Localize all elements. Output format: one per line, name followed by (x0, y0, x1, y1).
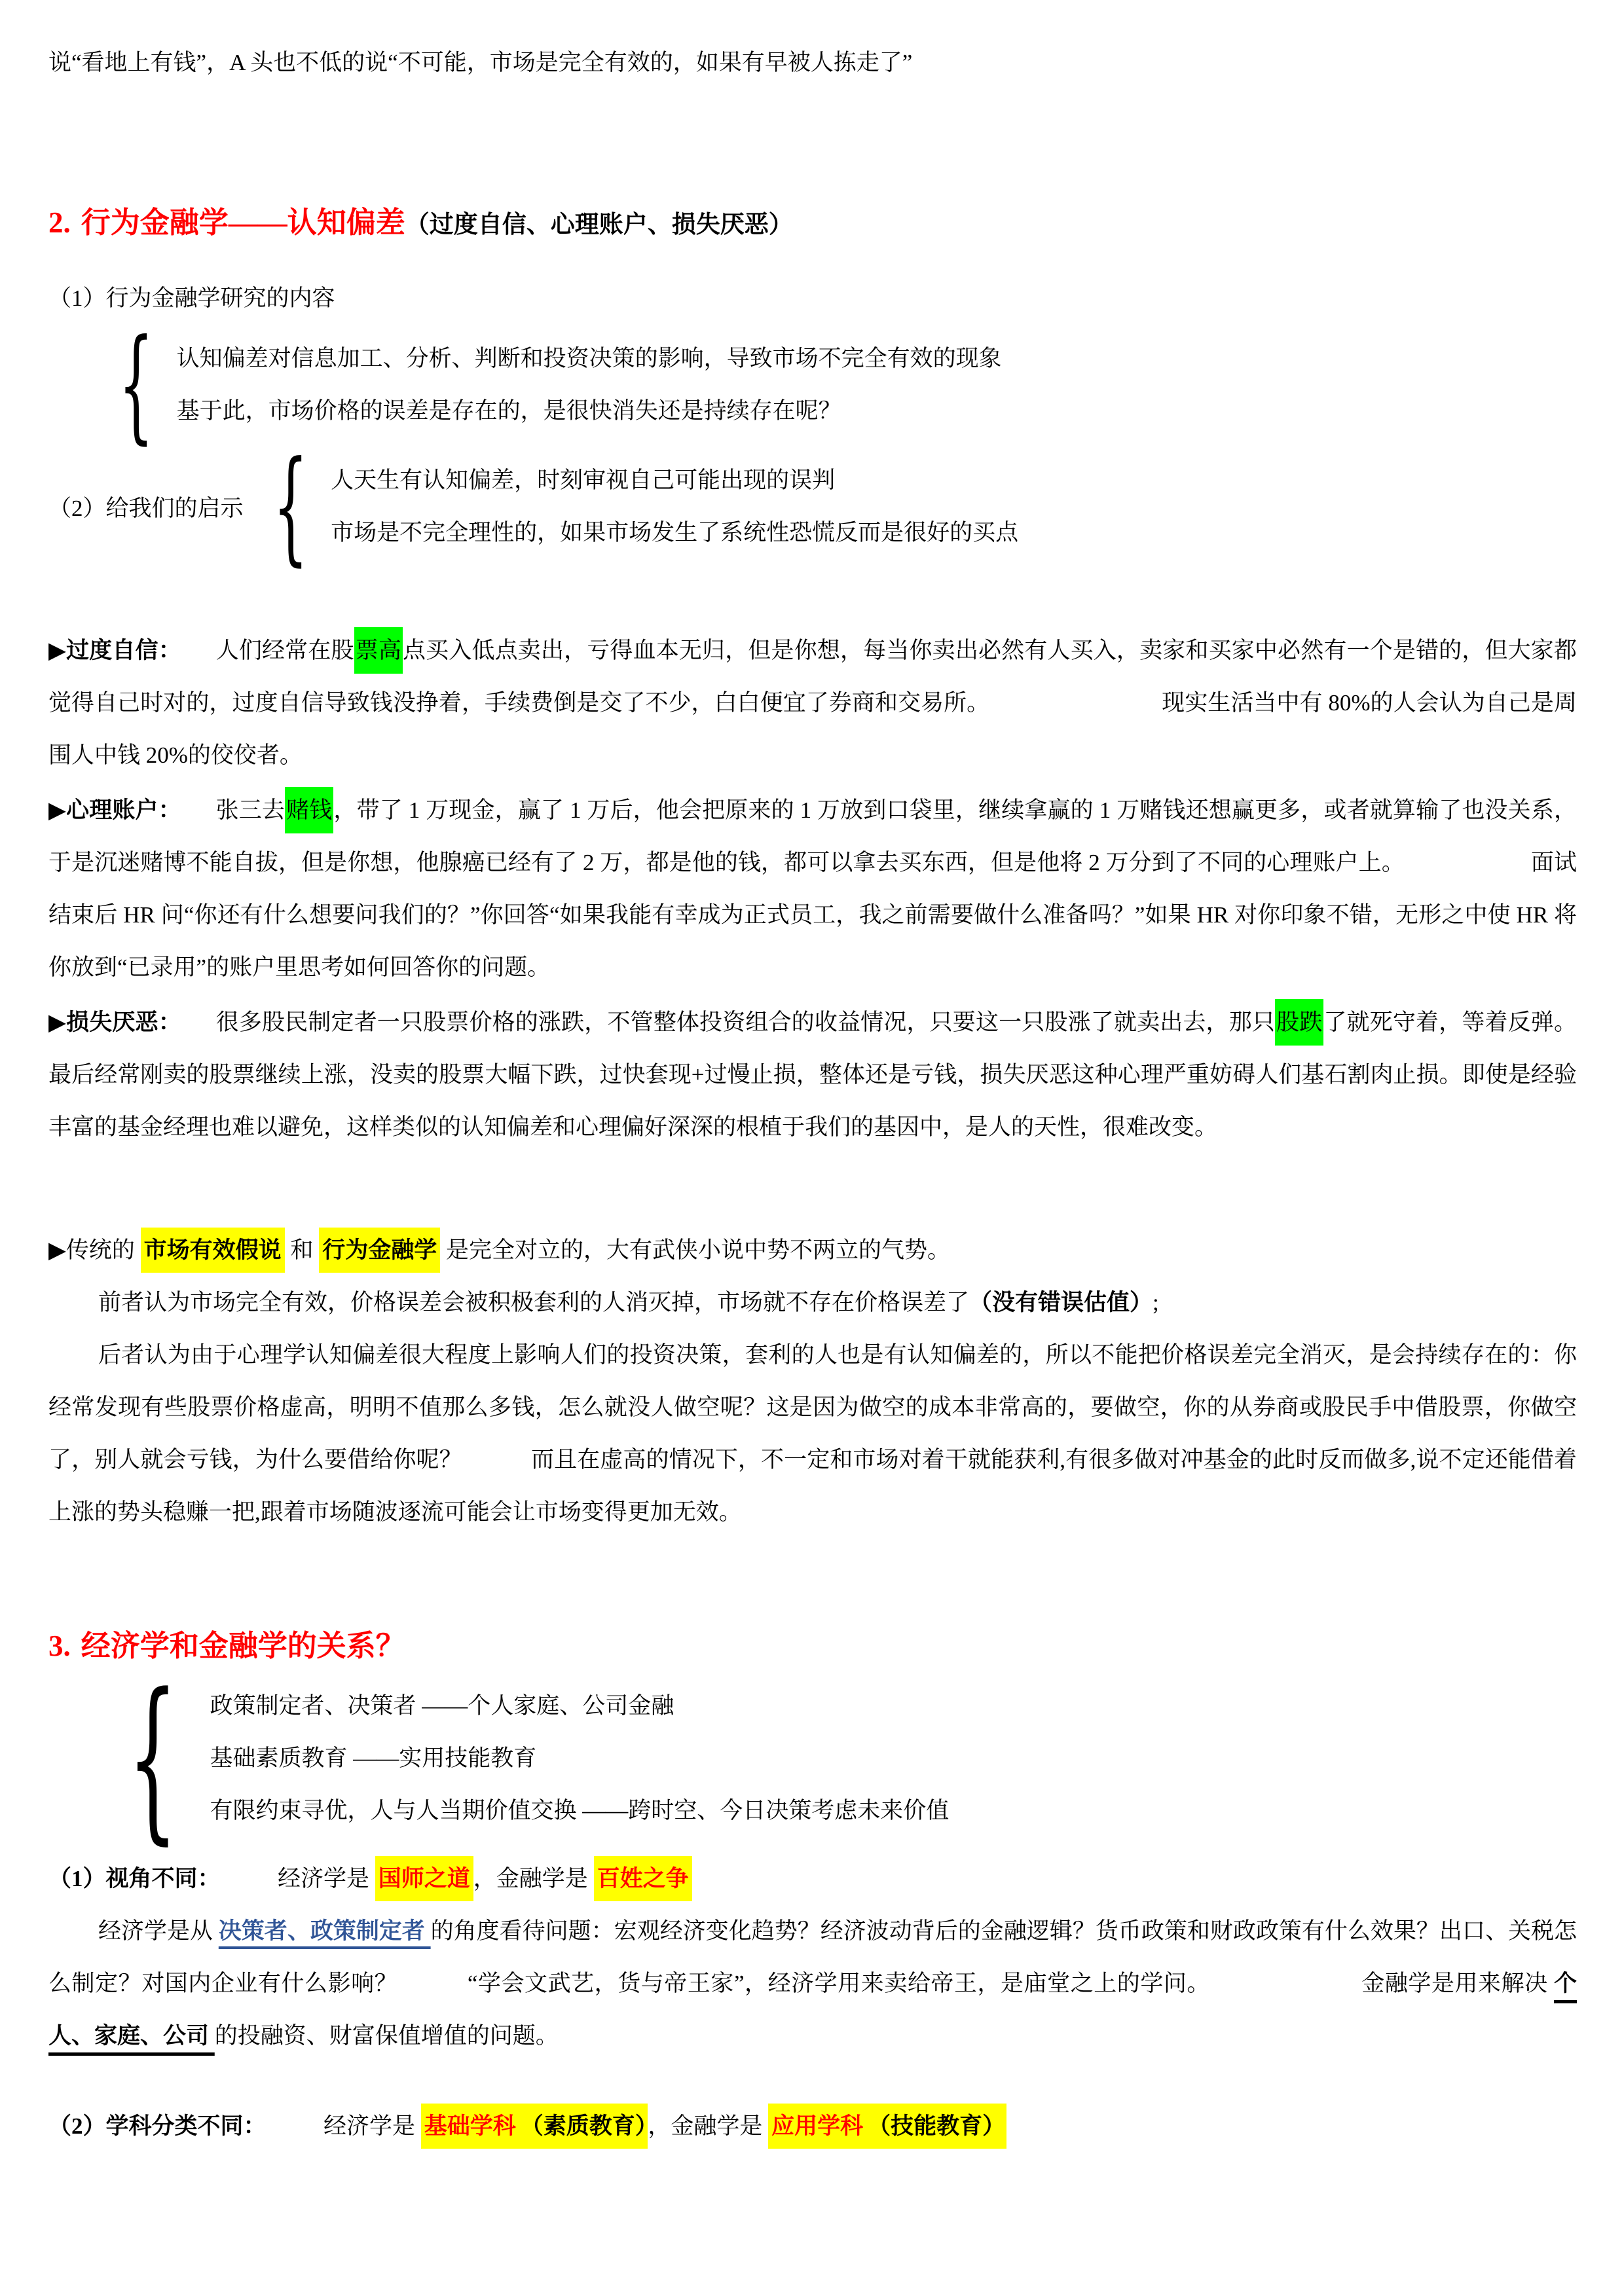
former-text-tail: ; (1153, 1290, 1159, 1315)
mental-accounting-label: ▶心理账户： (48, 797, 170, 823)
brace-line: 基于此，市场价格的误差是存在的，是很快消失还是持续存在呢？ (176, 398, 841, 424)
section-2-heading (48, 192, 1577, 255)
green-highlight: 票高 (354, 627, 403, 674)
overconfidence-text-pre: 人们经常在股 (170, 638, 354, 663)
brace-line: 有限约束寻优，人与人当期价值交换 ——跨时空、今日决策考虑未来价值 (210, 1798, 950, 1823)
brace-line: 政策制定者、决策者 ——个人家庭、公司金融 (210, 1693, 674, 1719)
perspective-line (48, 1853, 1577, 1905)
perspective-para-pre: 经济学是从 (98, 1918, 219, 1944)
overconfidence-label: ▶过度自信： (48, 638, 170, 663)
tradition-text-post: 是完全对立的，大有武侠小说中势不两立的气势。 (440, 1237, 950, 1263)
perspective-para-tail: 的投融资、财富保值增值的问题。 (214, 2023, 559, 2049)
former-view-line (48, 1277, 1577, 1329)
perspective-paragraph (48, 1905, 1577, 2062)
loss-aversion-paragraph (48, 996, 1577, 1154)
left-brace-icon: { (272, 435, 308, 578)
insights-lines (331, 454, 1018, 559)
mental-accounting-paragraph (48, 784, 1577, 994)
loss-text-pre: 很多股民制定者一只股票价格的涨跌，不管整体投资组合的收益情况，只要这一只股涨了就卖出去，那只 (170, 1010, 1276, 1035)
tradition-contrast-line (48, 1224, 1577, 1277)
loss-text-post: 了就死守着，等着反弹。最后经常刚卖的股票继续上涨，没卖的股票大幅下跌，过快套现+过慢止损，整体还是亏钱，损失厌恶这种心理严重妨碍人们基石割肉止损。即使是经验丰富的基金经理也难以避免，这样类似的认知偏差和心理偏好深深的根植于我们的基因中，是人的天性，很难改变。 (48, 1010, 1577, 1140)
tradition-text-pre: ▶传统的 (48, 1237, 141, 1263)
tradition-text-mid: 和 (284, 1237, 320, 1263)
latter-view-paragraph: 后者认为由于心理学认知偏差很大程度上影响人们的投资决策，套利的人也是有认知偏差的，所以不能把价格误差完全消灭，是会持续存在的：你经常发现有些股票价格虚高，明明不值那么多钱，怎么就没人做空呢？这是因为做空的成本非常高的，要做空，你的从券商或股民手中借股票，你做空了，别人就会亏钱，为什么要借给你呢？ 而且在虚高的情况下，不一定和市场对着干就能获利,有很多做对冲基金的此时反而做多,说不定还能借着上涨的势头稳赚一把,跟着市场随波逐流可能会让市场变得更加无效。 (48, 1342, 1577, 1525)
yellow-highlight-behavioral: 行为金融学 (319, 1228, 440, 1273)
green-highlight: 赌钱 (285, 787, 333, 833)
yellow-highlight-quality-education: （素质教育） (519, 2104, 648, 2149)
brace-line: 基础素质教育 ——实用技能教育 (210, 1745, 537, 1771)
section-3-title: 经济学和金融学的关系？ (81, 1630, 405, 1662)
category-text-mid: ，金融学是 (648, 2113, 769, 2139)
brace-line: 认知偏差对信息加工、分析、判断和投资决策的影响，导致市场不完全有效的现象 (176, 346, 1002, 371)
yellow-highlight-applied-discipline: 应用学科 (768, 2104, 866, 2149)
item-1-research-content: （1）行为金融学研究的内容 (48, 285, 335, 311)
yellow-highlight-emh: 市场有效假说 (141, 1228, 285, 1273)
section-2-subtitle: （过度自信、心理账户、损失厌恶） (405, 211, 793, 238)
left-brace-icon: { (127, 1656, 178, 1861)
blue-underlined-policymakers: 决策者、政策制定者 (218, 1918, 431, 1944)
relation-brace-group (96, 1656, 1577, 1861)
loss-aversion-label: ▶损失厌恶： (48, 1010, 170, 1035)
discipline-category-line (48, 2100, 1577, 2153)
mental-text-pre: 张三去 (170, 797, 286, 823)
left-brace-icon: { (118, 313, 154, 456)
perspective-para-post: 的角度看待问题：宏观经济变化趋势？经济波动背后的金融逻辑？货币政策和财政政策有什么效果？出口、关税怎么制定？对国内企业有什么影响？ “学会文武艺，货与帝王家”，经济学用来卖给帝王，是庙堂之上的学问。 金融学是用来解决 (48, 1918, 1577, 1996)
section-2-number: 2. (48, 206, 71, 239)
green-highlight: 股跌 (1275, 999, 1323, 1046)
relation-lines (210, 1680, 950, 1837)
perspective-text-mid: ，金融学是 (473, 1866, 594, 1891)
brace-line: 人天生有认知偏差，时刻审视自己可能出现的误判 (331, 467, 836, 493)
category-text-pre: 经济学是 (255, 2113, 421, 2139)
research-content-lines (177, 333, 1002, 437)
category-label: （2）学科分类不同： (48, 2113, 255, 2139)
overconfidence-paragraph (48, 625, 1577, 782)
research-content-brace-group (96, 313, 1577, 456)
underlined-individual-family-company: 个人、家庭、公司 (48, 1971, 1577, 2049)
yellow-highlight-basic-discipline: 基础学科 (421, 2104, 519, 2149)
brace-line: 市场是不完全理性的，如果市场发生了系统性恐慌反而是很好的买点 (331, 520, 1019, 545)
yellow-highlight-skill-education: （技能教育） (866, 2104, 1006, 2149)
intro-paragraph: 说“看地上有钱”，A 头也不低的说“不可能，市场是完全有效的，如果有早被人拣走了” (48, 50, 913, 75)
insights-brace-group (48, 435, 1577, 578)
no-mispricing-bold: （没有错误估值） (969, 1290, 1153, 1315)
section-3-heading (48, 1616, 1577, 1676)
mental-text-post: ，带了 1 万现金，赢了 1 万后，他会把原来的 1 万放到口袋里，继续拿赢的 1 万赌钱还想赢更多，或者就算输了也没关系，于是沉迷赌博不能自拔，但是你想，他腺癌已经有了 2 万，都是他的钱，都可以拿去买东西，但是他将 2 万分到了不同的心理账户上。 面试结束后 HR 问“你还有什么想要问我们的？”你回答“如果我能有幸成为正式员工，我之前需要做什么准备吗？”如果 HR 对你印象不错，无形之中使 HR 将你放到“已录用”的账户里思考如何回答你的问题。 (48, 797, 1577, 980)
section-2-title: 行为金融学——认知偏差 (81, 206, 405, 239)
yellow-highlight-commoners: 百姓之争 (594, 1856, 692, 1901)
perspective-label: （1）视角不同： (48, 1866, 210, 1891)
perspective-text-pre: 经济学是 (209, 1866, 375, 1891)
section-3-number: 3. (48, 1630, 71, 1662)
overconfidence-text-post: 点买入低点卖出，亏得血本无归，但是你想，每当你卖出必然有人买入，卖家和买家中必然有一个是错的，但大家都觉得自己时对的，过度自信导致钱没挣着，手续费倒是交了不少，白白便宜了券商和交易所。 现实生活当中有 80%的人会认为自己是周围人中钱 20%的佼佼者。 (48, 638, 1577, 768)
yellow-highlight-statecraft: 国师之道 (375, 1856, 473, 1901)
item-2-insights-label: （2）给我们的启示 (48, 496, 244, 521)
former-text: 前者认为市场完全有效，价格误差会被积极套利的人消灭掉，市场就不存在价格误差了 (98, 1290, 970, 1315)
